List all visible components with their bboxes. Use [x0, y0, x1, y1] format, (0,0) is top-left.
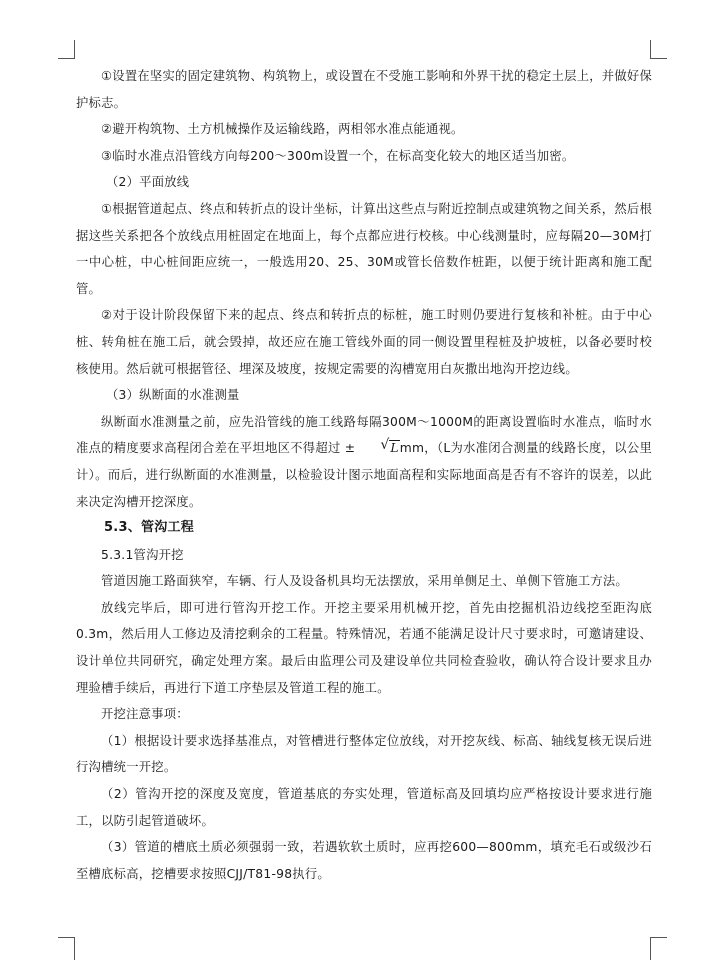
- paragraph-excavation-method: 管道因施工路面狭窄，车辆、行人及设备机具均无法摆放，采用单侧足土、单侧下管施工方法。: [101, 574, 628, 589]
- profile-text-after: mm，（L为水准闭合测量的线路长度，以公里计）。而后，进行纵断面的水准测量，以检验设计图示地面高程和实际地面高是否有不容许的误差，以此来决定沟槽开挖深度。: [76, 441, 652, 509]
- paragraph-excavation-procedure: 放线完毕后，即可进行管沟开挖工作。开挖主要采用机械开挖，首先由挖掘机沿边线挖至距沟底0.3m，然后用人工修边及清挖剩余的工程量。特殊情况，若通不能满足设计尺寸要求时，可邀请建设、设计单位共同研究，确定处理方案。最后由监理公司及建设单位共同检查验收，确认符合设计要求且办理验槽手续后，再进行下道工序垫层及管道工程的施工。: [76, 600, 652, 695]
- heading-profile-leveling: （3）纵断面的水准测量: [106, 388, 240, 403]
- paragraph-temporary-benchmark: ③临时水准点沿管线方向每200～300m设置一个，在标高变化较大的地区适当加密。: [101, 148, 575, 163]
- heading-plane-layout: （2）平面放线: [106, 175, 190, 190]
- page-corner-mark-bottom-left: [58, 937, 75, 960]
- page-corner-mark-top-left: [58, 40, 75, 59]
- paragraph-benchmark-location: ①设置在坚实的固定建筑物、构筑物上，或设置在不受施工影响和外界干扰的稳定土层上，并做好保护标志。: [76, 69, 652, 110]
- square-root-formula: [355, 435, 399, 462]
- paragraph-plane-layout-2: ②对于设计阶段保留下来的起点、终点和转折点的标桩，施工时则仍要进行复核和补桩。由于中心桩、转角桩在施工后，就会毁掉，故还应在施工管线外面的同一侧设置里程桩及护坡桩，以备必要时校核使用。然后就可根据管径、埋深及坡度，按规定需要的沟槽宽用白灰撒出地沟开挖边线。: [76, 308, 652, 376]
- profile-text-before: 纵断面水准测量之前，应先沿管线的施工线路每隔300M～1000M的距离设置临时水准点，临时水准点的精度要求高程闭合差在平坦地区不得超过 ±: [76, 414, 652, 456]
- page-corner-mark-top-right: [650, 40, 667, 59]
- paragraph-note-2: （2）管沟开挖的深度及宽度，管道基底的夯实处理，管道标高及回填均应严格按设计要求进行施工，以防引起管道破坏。: [76, 787, 652, 828]
- paragraph-profile-leveling: [76, 409, 652, 515]
- radicand: L: [390, 441, 399, 456]
- paragraph-excavation-notes-heading: 开挖注意事项：: [101, 707, 189, 722]
- paragraph-plane-layout-1: ①根据管道起点、终点和转折点的设计坐标，计算出这些点与附近控制点或建筑物之间关系，然后根据这些关系把各个放线点用桩固定在地面上，每个点都应进行校核。中心线测量时，应每隔20—30M打一中心桩，中心桩间距应统一，一般选用20、25、30M或管长倍数作桩距，以便于统计距离和施工配管。: [76, 201, 652, 296]
- document-page: [76, 63, 652, 887]
- paragraph-note-1: （1）根据设计要求选择基准点，对管槽进行整体定位放线，对开挖灰线、标高、轴线复核无误后进行沟槽统一开挖。: [76, 733, 652, 775]
- page-corner-mark-bottom-right: [650, 937, 667, 960]
- section-title-trench-works: 5.3、管沟工程: [104, 520, 195, 536]
- subsection-title-trench-excavation: 5.3.1管沟开挖: [101, 547, 184, 562]
- radical-sign-icon: √: [380, 437, 390, 454]
- paragraph-benchmark-visibility: ②避开构筑物、土方机械操作及运输线路，两相邻水准点能通视。: [101, 122, 464, 137]
- paragraph-note-3: （3）管道的槽底土质必须强弱一致，若遇软软土质时，应再挖600—800mm，填充毛石或级沙石至槽底标高，挖槽要求按照CJJ/T81-98执行。: [76, 840, 652, 881]
